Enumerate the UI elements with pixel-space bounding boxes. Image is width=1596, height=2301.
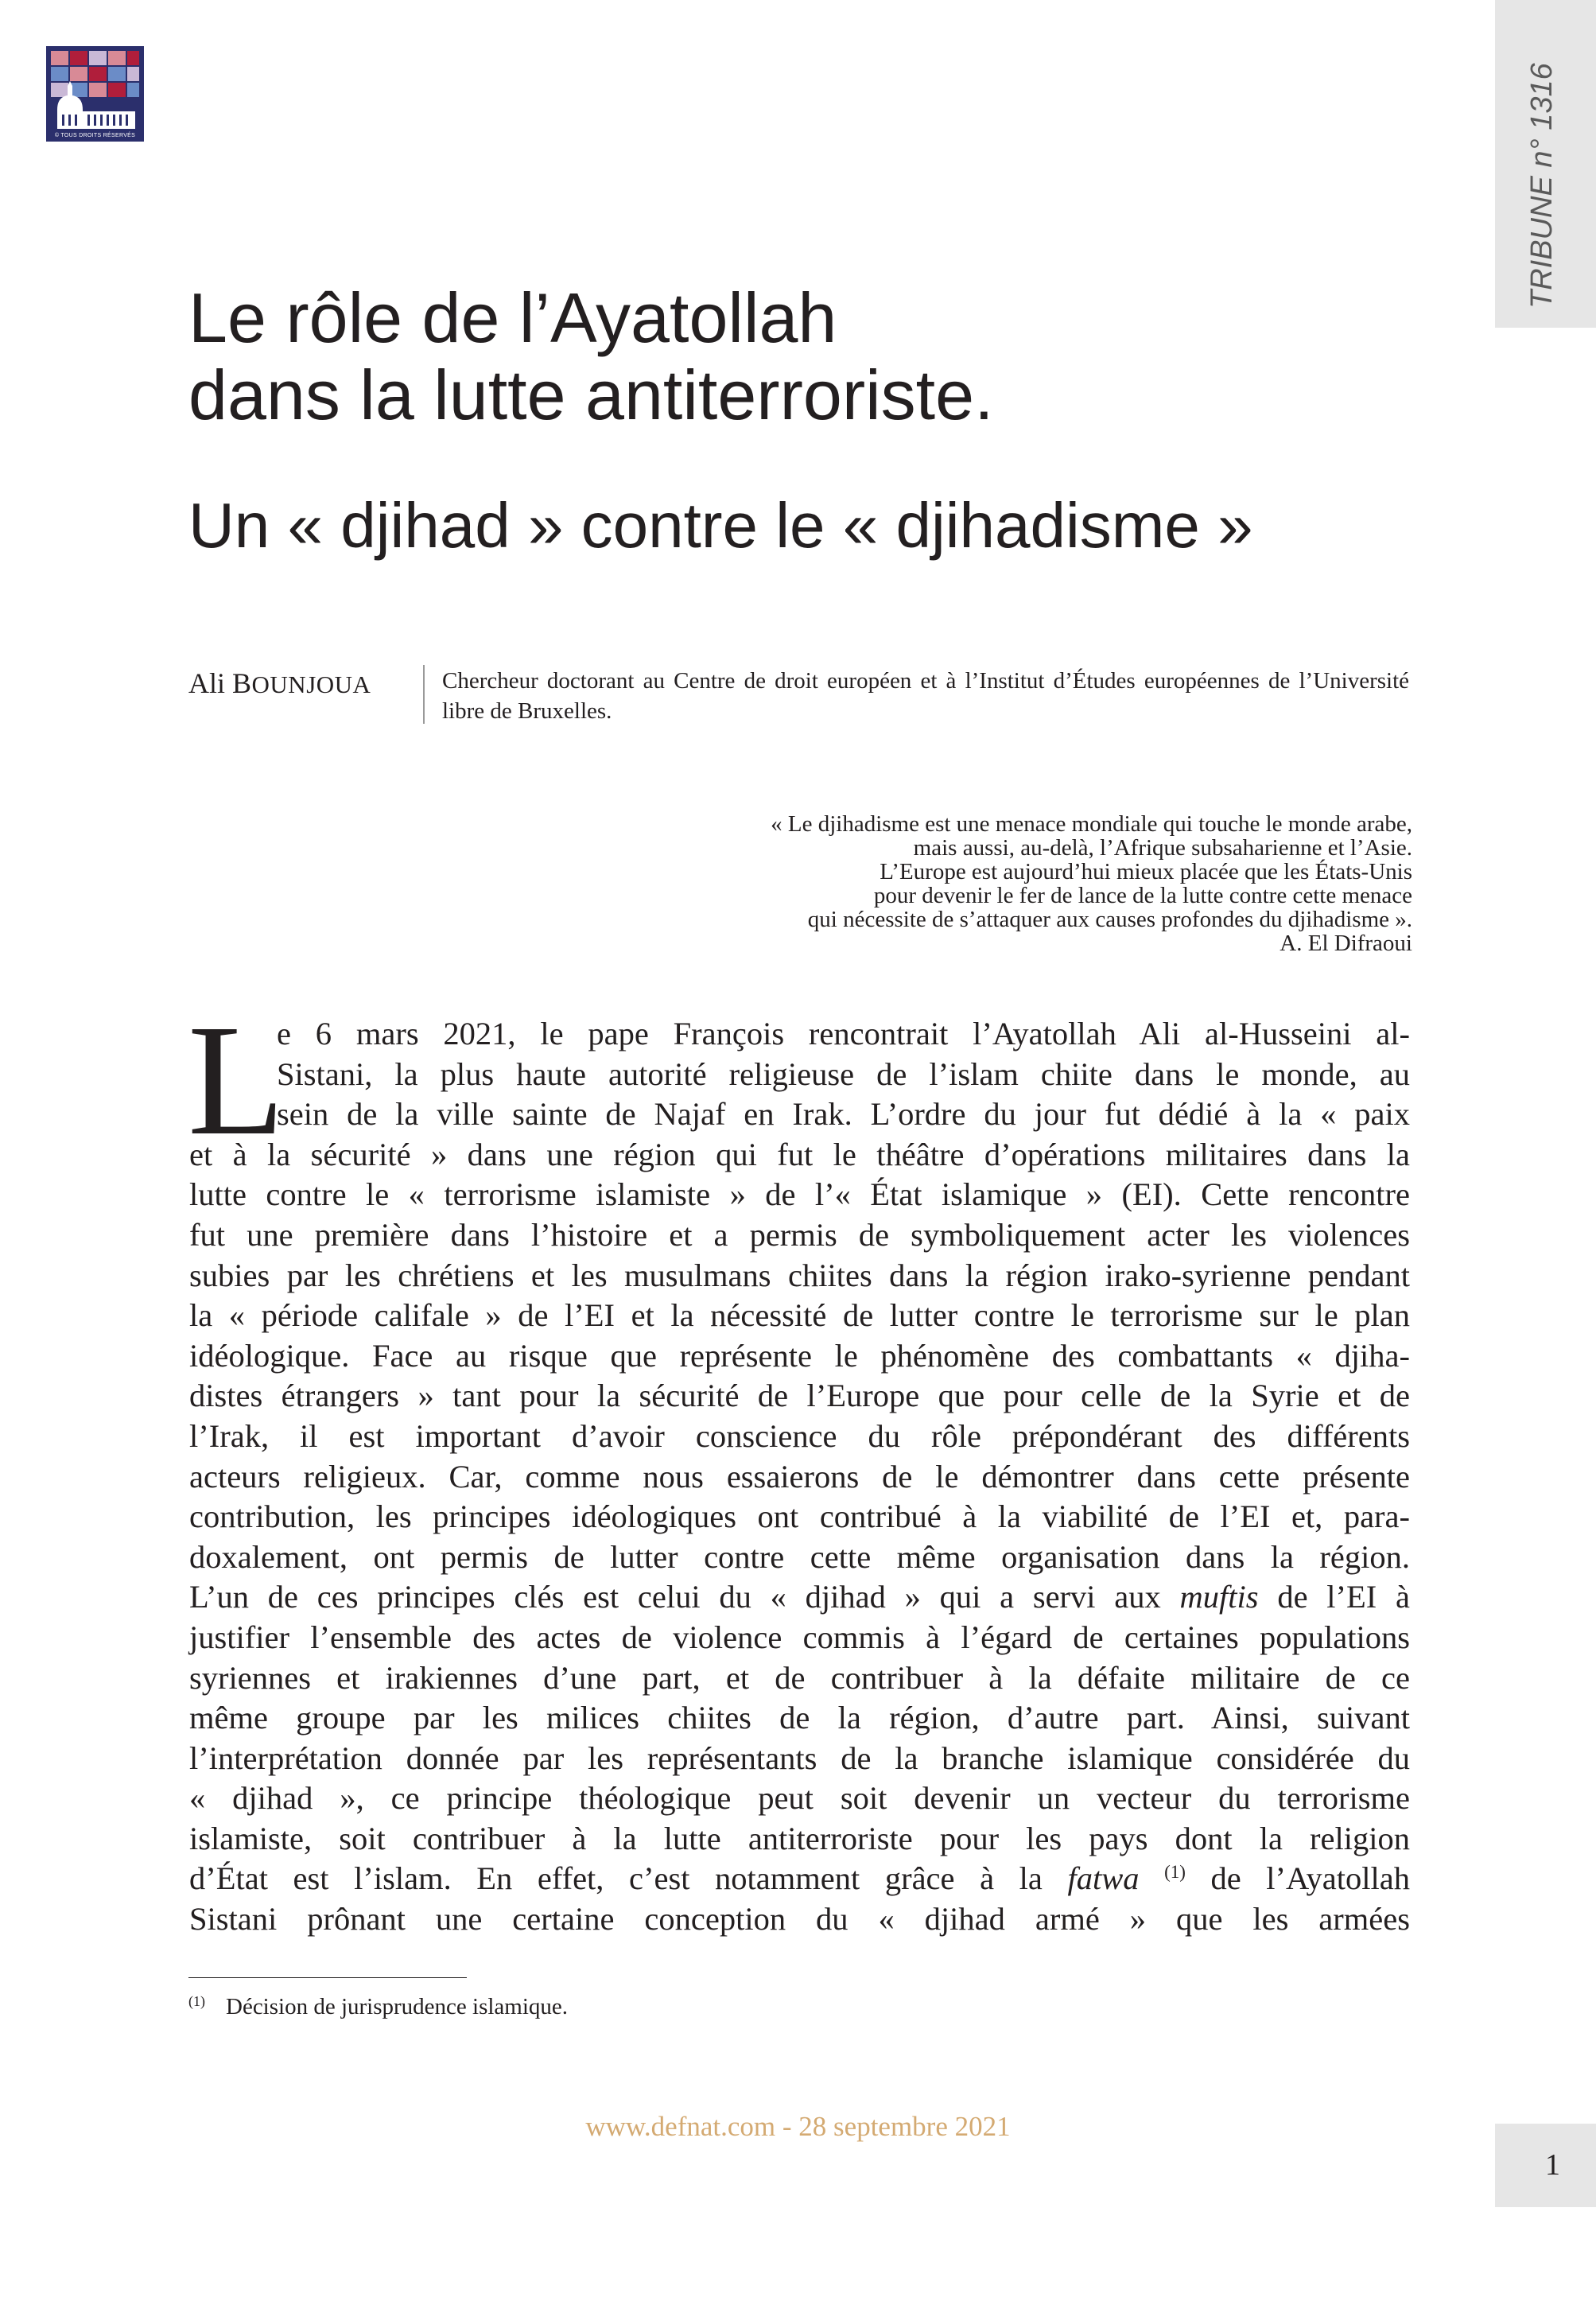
body-line: même groupe par les milices chiites de la région, d’autre part. Ainsi, suivant [189,1700,1410,1736]
body-line: lutte contre le « terrorisme islamiste » de l’« État islamique » (EI). Cette rencontre [189,1176,1410,1213]
body-line: Sistani prônant une certaine conception du « djihad armé » que les armées [189,1901,1410,1938]
body-line-with-italic [189,1859,1410,1899]
tribune-number: TRIBUNE n° 1316 [1525,63,1559,309]
footnote-text: Décision de jurisprudence islamique. [226,1994,569,2019]
page-number: 1 [1545,2148,1560,2182]
author-bio: Chercheur doctorant au Centre de droit européen et à l’Institut d’Études européennes de l’Université libre de Bruxelles. [442,668,1409,724]
body-line: distes étrangers » tant pour la sécurité de l’Europe que pour celle de la Syrie et de [189,1378,1410,1414]
epigraph [620,812,1412,955]
article-title [188,280,1429,434]
body-line: l’interprétation donnée par les représentants de la branche islamique considérée du [189,1739,1410,1776]
body-line: fut une première dans l’histoire et a permis de symboliquement acter les violences [189,1216,1410,1253]
body-line: sein de la ville sainte de Najaf en Irak. L’ordre du jour fut dédié à la « paix [277,1096,1410,1133]
body-text-run: de l’Ayatollah [1185,1860,1411,1897]
body-line: l’Irak, il est important d’avoir conscience du rôle prépondérant des différents [189,1417,1410,1454]
article-body [188,993,1411,1940]
body-line: justifier l’ensemble des actes de violence commis à l’égard de certaines populations [189,1619,1410,1655]
italic-term-fatwa: fatwa [1067,1860,1140,1897]
italic-term-muftis: muftis [1179,1579,1259,1615]
body-line: et à la sécurité » dans une région qui fut le théâtre d’opérations militaires dans la [189,1136,1410,1172]
epigraph-line: qui nécessite de s’attaquer aux causes profondes du djihadisme ». [807,907,1412,932]
body-line: la « période califale » de l’EI et la nécessité de lutter contre le terrorisme sur le plan [189,1297,1410,1334]
les-invalides-logo-graphic [46,46,144,130]
body-text-run: d’État est l’islam. En effet, c’est notamment grâce à la [189,1860,1068,1897]
body-text-run: L’un de ces principes clés est celui du « djihad » qui a servi aux [189,1579,1180,1615]
body-line: contribution, les principes idéologiques ont contribué à la viabilité de l’EI et, para- [189,1498,1410,1535]
footnote [188,1992,1063,2021]
body-line: idéologique. Face au risque que représente le phénomène des combattants « djiha- [189,1337,1410,1374]
epigraph-line: mais aussi, au-delà, l’Afrique subsaharienne et l’Asie. [913,835,1412,861]
drop-cap: L [188,993,285,1168]
title-line-2: dans la lutte antiterroriste. [188,355,994,434]
body-line: subies par les chrétiens et les musulmans chiites dans la région irako-syrienne pendant [189,1257,1410,1293]
body-line: Sistani, la plus haute autorité religieuse de l’islam chiite dans le monde, au [277,1055,1410,1092]
body-line: syriennes et irakiennes d’une part, et de contribuer à la défaite militaire de ce [189,1659,1410,1696]
title-line-1: Le rôle de l’Ayatollah [188,278,837,357]
author-last-name: BOUNJOUA [232,667,371,699]
body-line: islamiste, soit contribuer à la lutte antiterroriste pour les pays dont la religion [189,1820,1410,1856]
author-divider [423,665,425,724]
publisher-logo [46,46,144,142]
footnote-mark: (1) [188,1993,205,2009]
author-name [188,667,371,700]
body-line: doxalement, ont permis de lutter contre cette même organisation dans la région. [189,1538,1410,1575]
page-footer[interactable]: www.defnat.com - 28 septembre 2021 [585,2111,1011,2142]
footnote-reference[interactable]: (1) [1164,1862,1186,1883]
author-first-name: Ali [188,667,226,699]
body-line-with-italic [189,1577,1410,1618]
epigraph-line: « Le djihadisme est une menace mondiale qui touche le monde arabe, [771,811,1412,837]
logo-caption: © TOUS DROITS RÉSERVÉS [46,130,144,142]
epigraph-line: pour devenir le fer de lance de la lutte contre cette menace [873,883,1412,908]
body-line: acteurs religieux. Car, comme nous essaierons de le démontrer dans cette présente [189,1458,1410,1494]
body-text-run: de l’EI à [1258,1579,1410,1615]
article-subtitle: Un « djihad » contre le « djihadisme » [188,490,1253,561]
epigraph-line: L’Europe est aujourd’hui mieux placée que les États-Unis [880,859,1412,884]
footnote-rule [188,1977,467,1978]
body-line: « djihad », ce principe théologique peut soit devenir un vecteur du terrorisme [189,1780,1410,1817]
epigraph-attribution: A. El Difraoui [1280,931,1412,956]
body-line: e 6 mars 2021, le pape François rencontrait l’Ayatollah Ali al-Husseini al- [277,1016,1410,1051]
